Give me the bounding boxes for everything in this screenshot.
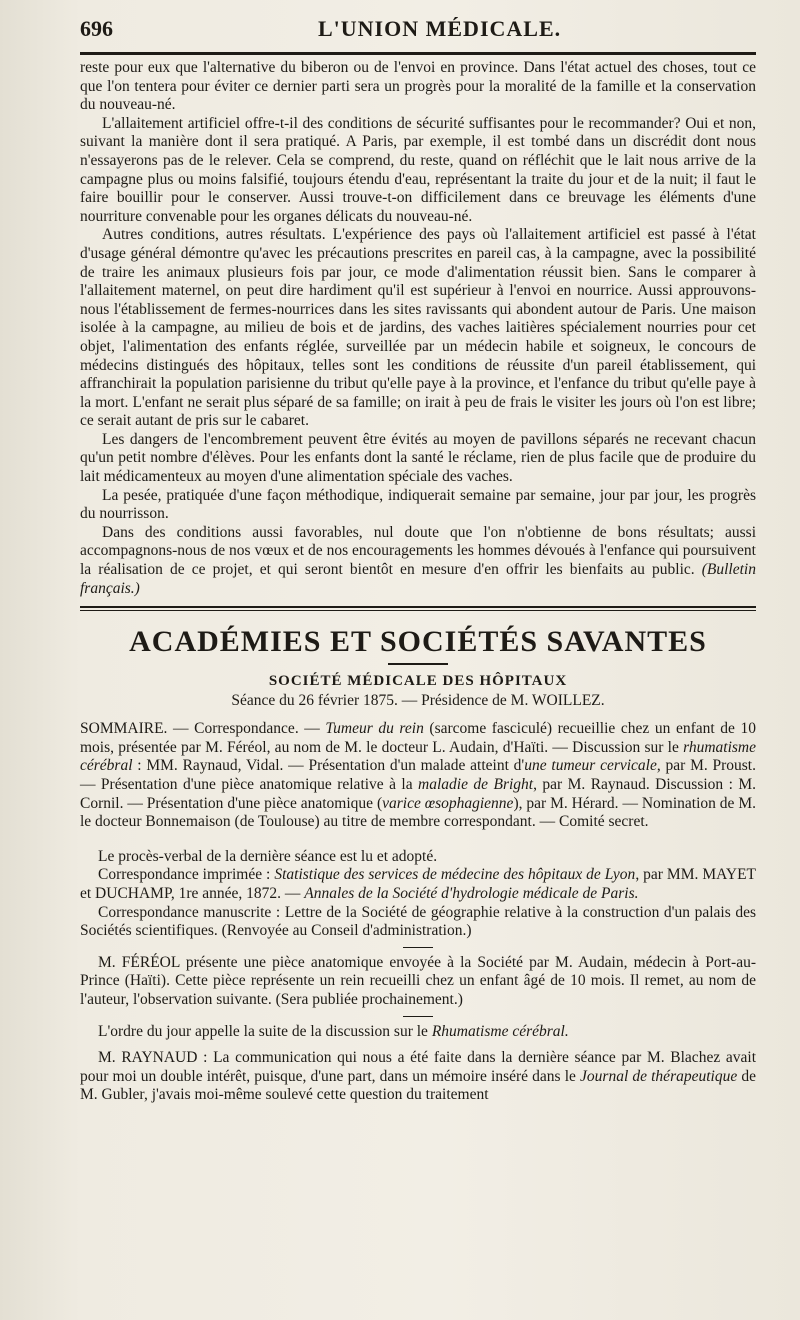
summary-label: SOMMAIRE. — [80, 720, 168, 738]
spacer — [80, 1041, 756, 1049]
summary-text: , par M. Proust. — Présentation d'une pièce anatomique relative à la — [80, 757, 756, 793]
fereol-paragraph: M. FÉRÉOL présente une pièce anatomique envoyée à la Société par M. Audain, médecin à Port-au-Prince (Haïti). Cette pièce représente un rein recueilli chez un enfant âgé de 10 mois. Il remet, au nom de l'auteur, l'observation suivante. (Sera publiée prochainement.) — [80, 953, 756, 1008]
summary-text: ), par M. Hérard. — Nomination de M. le docteur Bonnemaison (de Toulouse) au titre de membre correspondant. — Comité secret. — [80, 794, 756, 831]
body-paragraph: L'allaitement artificiel offre-t-il des conditions de sécurité suffisantes pour le recommander? Oui et non, suivant la manière dont il sera pratiqué. A Paris, par exemple, il est tombé dans un discrédit dont nous n'essayerons pas de le relever. Cela se comprend, du reste, quand on réfléchit que le lait nous arrive de la campagne plus ou moins falsifié, toujours étendu d'eau, représentant la traite du jour et de la nuit; il faut le faire bouillir pour le conserver. Aussi trouve-t-on difficilement dans ce breuvage les éléments d'une nourriture convenable pour les organes délicats du nouveau-né. — [80, 114, 756, 225]
body-paragraph-text: Dans des conditions aussi favorables, nul doute que l'on n'obtienne de bons résultats; aussi accompagnons-nous de nos vœux et de nos encouragements les hommes dévoués à l'enfance qui poursuivent la réalisation de ce projet, et qui seront bientôt en mesure d'en offrir les bienfaits au public. — [80, 523, 756, 579]
correspondence-title: Statistique des services de médecine des hôpitaux de Lyon — [274, 866, 636, 884]
separator-dash — [403, 1016, 433, 1017]
printed-correspondence — [80, 866, 756, 903]
agenda-topic: Rhumatisme cérébral. — [431, 1022, 569, 1040]
body-paragraph: Les dangers de l'encombrement peuvent être évités au moyen de pavillons séparés ne recevant chacun qu'un petit nombre d'élèves. Pour les enfants dont la santé le réclame, rien de plus facile que de produire du lait médicamenteux au moyen d'une alimentation spéciale des vaches. — [80, 430, 756, 486]
summary-text: , par M. Raynaud. Discussion : M. Cornil. — Présentation d'une pièce anatomique ( — [80, 776, 756, 812]
separator-dash — [403, 947, 433, 948]
correspondence-text: , par MM. MAYET et DUCHAMP, 1re année, 1872. — — [80, 866, 756, 902]
header-rule — [80, 52, 756, 55]
title-ornament-rule — [388, 663, 448, 665]
correspondence-title: Annales de la Société d'hydrologie médicale de Paris. — [304, 884, 639, 902]
section-title: ACADÉMIES ET SOCIÉTÉS SAVANTES — [129, 625, 707, 659]
summary-text: — Correspondance. — — [167, 720, 326, 738]
agenda-text: L'ordre du jour appelle la suite de la discussion sur le — [98, 1022, 432, 1040]
summary-text: : MM. Raynaud, Vidal. — Présentation d'un malade atteint d' — [132, 757, 525, 775]
body-paragraph: reste pour eux que l'alternative du biberon ou de l'envoi en province. Dans l'état actuel des choses, tout ce que l'on tentera pour éviter ce dernier parti sera un progrès pour la moralité de la famille et la conservation du nouveau-né. — [80, 59, 756, 114]
summary-emphasis: rhumatisme cérébral — [80, 738, 756, 775]
agenda-paragraph — [80, 1023, 756, 1042]
journal-title: L'UNION MÉDICALE. — [318, 16, 562, 41]
page-header — [80, 16, 756, 52]
source-citation: (Bulletin français.) — [80, 561, 756, 597]
correspondence-text: Correspondance imprimée : — [98, 866, 275, 884]
minutes-paragraph: Le procès-verbal de la dernière séance est lu et adopté. — [98, 847, 438, 865]
body-paragraph — [80, 524, 756, 598]
page-number: 696 — [80, 16, 113, 41]
manuscript-correspondence: Correspondance manuscrite : Lettre de la Société de géographie relative à la construction d'un palais des Sociétés scientifiques. (Renvoyée au Conseil d'administration.) — [80, 903, 756, 940]
summary-emphasis: Tumeur du rein — [325, 720, 424, 738]
summary-block — [80, 720, 756, 832]
session-line: Séance du 26 février 1875. — Présidence de M. WOILLEZ. — [231, 692, 605, 710]
summary-text: (sarcome fasciculé) recueillie chez un enfant de 10 mois, présentée par M. Féréol, au nom de M. le docteur L. Audain, d'Haïti. — Discussion sur le — [80, 720, 756, 756]
body-paragraph: Autres conditions, autres résultats. L'expérience des pays où l'allaitement artificiel est passé à l'état d'usage général démontre qu'avec les précautions prescrites en pareil cas, à la campagne, avec la possibilité de traire les animaux plusieurs fois par jour, ce mode d'alimentation réussit bien. Sans le comparer à l'allaitement maternel, on peut dire hardiment qu'il est supérieur à l'envoi en nourrice. Aussi approuvons-nous l'établissement de fermes-nourrices dans les sites ravissants qui abondent autour de Paris. Une maison isolée à la campagne, au milieu de bois et de jardins, des vaches laitières spécialement nourries pour cet objet, l'alimentation des enfants réglée, surveillée par un médecin habile et soigneux, le concours de médecins distingués des hôpitaux, telles sont les conditions de réussite d'un pareil établissement, qui affranchirait la population parisienne du tribut qu'elle paye à la province, et l'enfance du tribut qu'elle paye à la mort. L'enfant ne serait plus séparé de sa famille; on irait à peu de frais le visiter les jours où l'on est libre; ce serait autant de pris sur le cabaret. — [80, 226, 756, 430]
body-paragraph: La pesée, pratiquée d'une façon méthodique, indiquerait semaine par semaine, jour par jour, les progrès du nourrisson. — [80, 486, 756, 523]
raynaud-text: de M. Gubler, j'avais moi-même soulevé cette question du traitement — [80, 1067, 756, 1104]
raynaud-journal-title: Journal de thérapeutique — [580, 1067, 738, 1085]
spacer — [80, 832, 756, 848]
summary-emphasis: une tumeur cervicale — [524, 757, 657, 775]
summary-emphasis: varice œsophagienne — [382, 794, 514, 812]
section-divider — [80, 606, 756, 611]
raynaud-paragraph — [80, 1049, 756, 1105]
summary-paragraph — [80, 720, 756, 832]
society-heading: SOCIÉTÉ MÉDICALE DES HÔPITAUX — [268, 673, 568, 690]
summary-emphasis: maladie de Bright — [418, 776, 534, 793]
raynaud-text: M. RAYNAUD : La communication qui nous a été faite dans la dernière séance par M. Blachez avait pour moi un double intérêt, puisque, d'une part, dans un mémoire inséré dans le — [80, 1049, 756, 1085]
